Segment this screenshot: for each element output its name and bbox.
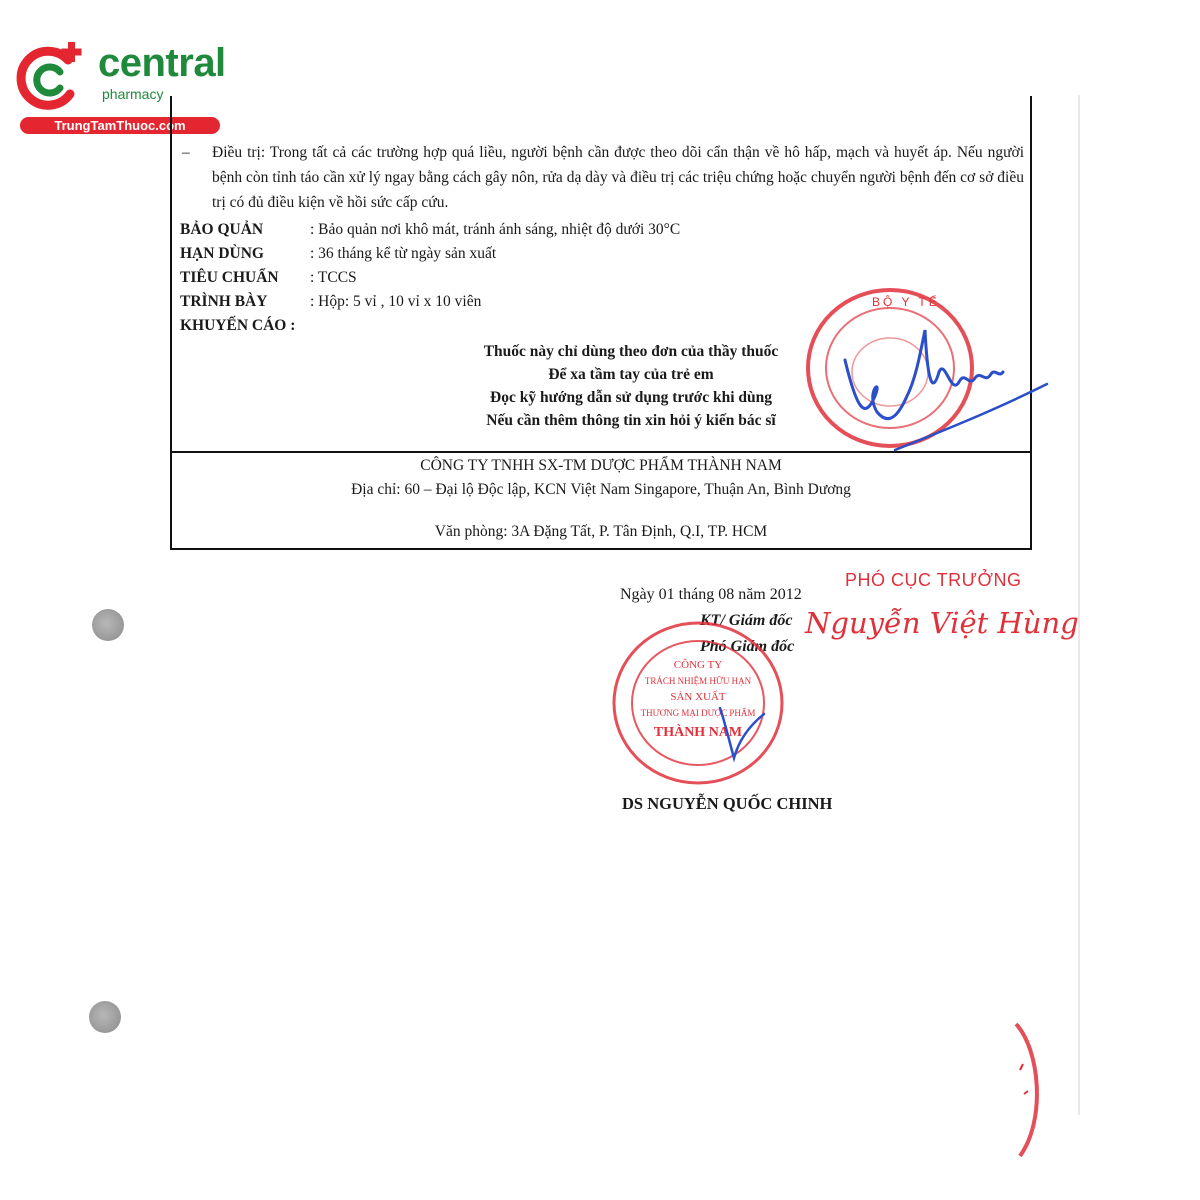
logo-brand: central: [98, 41, 226, 85]
logo-sub: pharmacy: [102, 86, 164, 102]
treatment-text: Điều trị: Trong tất cả các trường hợp quá liều, người bệnh cần được theo dõi cẩn thận về hô hấp, mạch và huyết áp. Nếu người bệnh còn tỉnh táo cần xử lý ngay bằng cách gây nôn, rửa dạ dày và điều trị các triệu chứng hoặc chuyển người bệnh đến cơ sở điều trị có đủ điều kiện về hồi sức cấp cứu.: [212, 144, 1024, 211]
field-value: : 36 tháng kể từ ngày sản xuất: [310, 245, 497, 262]
deputy-name: Nguyễn Việt Hùng: [805, 606, 1079, 640]
blue-signature-icon: [835, 300, 1050, 460]
company-name: CÔNG TY TNHH SX-TM DƯỢC PHẨM THÀNH NAM: [420, 457, 782, 474]
warning-line: Thuốc này chỉ dùng theo đơn của thầy thuốc: [483, 343, 779, 360]
field-label: HẠN DÙNG: [180, 245, 264, 262]
central-logo-icon: [10, 38, 92, 120]
sheet-edge: [1078, 95, 1080, 1115]
partial-stamp-icon: [1010, 1020, 1050, 1160]
treatment-paragraph: [182, 140, 1024, 215]
company-stamp-line: THƯƠNG MẠI DƯỢC PHẨM: [640, 708, 756, 718]
punch-hole-icon: [92, 609, 124, 641]
field-label: KHUYẾN CÁO :: [180, 317, 296, 334]
company-stamp-line: SẢN XUẤT: [670, 691, 726, 703]
field-value: : TCCS: [310, 269, 357, 286]
sign-role: Phó Giám đốc: [700, 638, 795, 655]
company-stamp-line: THÀNH NAM: [653, 725, 743, 740]
logo-url[interactable]: TrungTamThuoc.com: [20, 117, 220, 134]
list-dash: –: [182, 144, 190, 161]
warning-line: Để xa tầm tay của trẻ em: [548, 366, 714, 383]
warning-line: Đọc kỹ hướng dẫn sử dụng trước khi dùng: [490, 389, 772, 406]
sign-role: KT/ Giám đốc: [700, 612, 793, 629]
company-block: [172, 454, 1030, 544]
field-label: BẢO QUẢN: [180, 221, 264, 238]
ministry-stamp-text: BỘ Y TẾ: [872, 295, 940, 309]
sign-date: Ngày 01 tháng 08 năm 2012: [620, 586, 802, 603]
field-value: : Hộp: 5 vỉ , 10 vỉ x 10 viên: [310, 293, 482, 310]
company-office: Văn phòng: 3A Đặng Tất, P. Tân Định, Q.I, TP. HCM: [434, 523, 768, 540]
field-label: TRÌNH BÀY: [180, 293, 268, 310]
company-stamp-line: CÔNG TY: [673, 659, 723, 671]
warning-line: Nếu cần thêm thông tin xin hỏi ý kiến bác sĩ: [486, 412, 776, 429]
company-stamp-line: TRÁCH NHIỆM HỮU HẠN: [644, 676, 752, 686]
field-label: TIÊU CHUẨN: [180, 269, 279, 286]
punch-hole-icon: [89, 1001, 121, 1033]
company-stamp-icon: [608, 618, 788, 788]
field-value: : Bảo quản nơi khô mát, tránh ánh sáng, nhiệt độ dưới 30°C: [310, 221, 681, 238]
signer-name: DS NGUYỄN QUỐC CHINH: [622, 794, 833, 813]
company-address: Địa chỉ: 60 – Đại lộ Độc lập, KCN Việt Nam Singapore, Thuận An, Bình Dương: [351, 481, 851, 498]
deputy-title: PHÓ CỤC TRƯỞNG: [845, 570, 1022, 590]
